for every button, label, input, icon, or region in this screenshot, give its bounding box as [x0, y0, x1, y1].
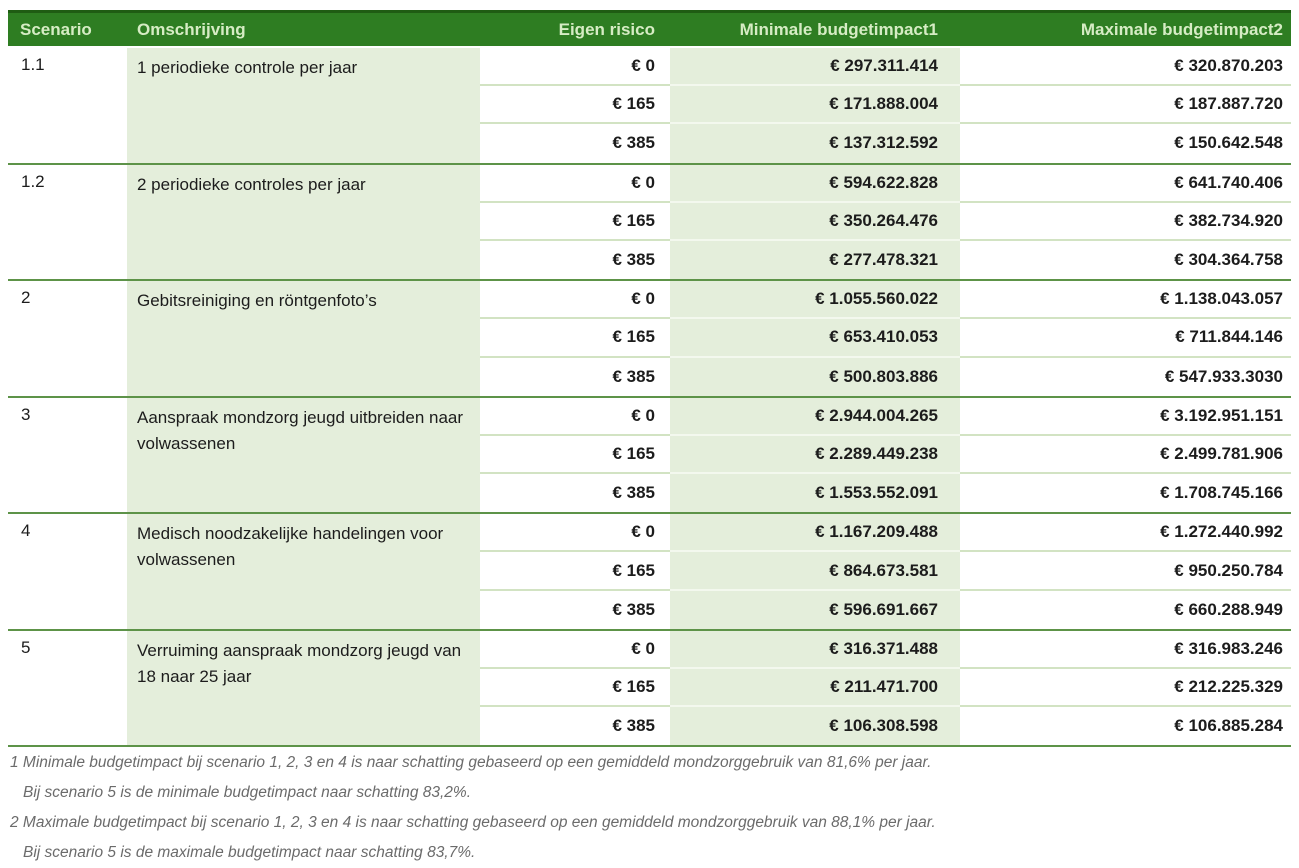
max-budgetimpact-value: € 316.983.246: [960, 631, 1291, 669]
max-budgetimpact-value: € 1.708.745.166: [960, 474, 1291, 512]
max-budgetimpact-value: € 2.499.781.906: [960, 436, 1291, 474]
header-minimale-budgetimpact: Minimale budgetimpact1: [739, 19, 938, 39]
max-budgetimpact-value: € 1.138.043.057: [960, 281, 1291, 319]
eigen-risico-value: € 165: [480, 203, 670, 241]
max-budgetimpact-value: € 1.272.440.992: [960, 514, 1291, 552]
max-budgetimpact-value: € 304.364.758: [960, 241, 1291, 279]
header-scenario: Scenario: [20, 19, 92, 39]
eigen-risico-value: € 165: [480, 319, 670, 357]
min-budgetimpact-value: € 1.167.209.488: [670, 514, 960, 552]
min-budgetimpact-value: € 864.673.581: [670, 552, 960, 590]
scenario-id: 3: [8, 398, 127, 513]
min-budgetimpact-value: € 1.055.560.022: [670, 281, 960, 319]
min-budgetimpact-value: € 653.410.053: [670, 319, 960, 357]
min-budgetimpact-value: € 297.311.414: [670, 48, 960, 86]
header-maximale-budgetimpact: Maximale budgetimpact2: [1080, 19, 1283, 39]
max-budgetimpact-value: € 320.870.203: [960, 48, 1291, 86]
max-budgetimpact-value: € 641.740.406: [960, 165, 1291, 203]
table-body: [8, 48, 1291, 747]
eigen-risico-value: € 0: [480, 281, 670, 319]
eigen-risico-value: € 165: [480, 436, 670, 474]
header-omschrijving: Omschrijving: [137, 19, 246, 39]
eigen-risico-value: € 165: [480, 86, 670, 124]
scenario-block-4: [8, 512, 1291, 629]
footnote-2-line-2: Bij scenario 5 is de maximale budgetimpact naar schatting 83,7%.: [23, 844, 476, 861]
scenario-id: 2: [8, 281, 127, 396]
eigen-risico-value: € 0: [480, 514, 670, 552]
max-budgetimpact-value: € 660.288.949: [960, 591, 1291, 629]
table-footnotes: [10, 748, 1290, 868]
eigen-risico-value: € 0: [480, 165, 670, 203]
min-budgetimpact-value: € 277.478.321: [670, 241, 960, 279]
min-budgetimpact-value: € 2.289.449.238: [670, 436, 960, 474]
max-budgetimpact-value: € 106.885.284: [960, 707, 1291, 745]
eigen-risico-value: € 385: [480, 241, 670, 279]
footnote-1-line-2: Bij scenario 5 is de minimale budgetimpact naar schatting 83,2%.: [23, 784, 472, 801]
min-budgetimpact-value: € 594.622.828: [670, 165, 960, 203]
min-budgetimpact-value: € 500.803.886: [670, 358, 960, 396]
max-budgetimpact-value: € 150.642.548: [960, 124, 1291, 162]
scenario-description: Gebitsreiniging en röntgenfoto’s: [127, 281, 480, 396]
scenario-description: 1 periodieke controle per jaar: [127, 48, 480, 163]
min-budgetimpact-value: € 171.888.004: [670, 86, 960, 124]
max-budgetimpact-value: € 950.250.784: [960, 552, 1291, 590]
min-budgetimpact-value: € 1.553.552.091: [670, 474, 960, 512]
max-budgetimpact-value: € 547.933.3030: [960, 358, 1291, 396]
max-budgetimpact-value: € 382.734.920: [960, 203, 1291, 241]
eigen-risico-value: € 165: [480, 552, 670, 590]
scenario-block-5: [8, 629, 1291, 746]
min-budgetimpact-value: € 2.944.004.265: [670, 398, 960, 436]
min-budgetimpact-value: € 137.312.592: [670, 124, 960, 162]
scenario-block-2: [8, 279, 1291, 396]
footnote-2-line-1: 2 Maximale budgetimpact bij scenario 1, 2, 3 en 4 is naar schatting gebaseerd op een gemiddeld mondzorggebruik van 88,1% per jaar.: [10, 814, 936, 831]
eigen-risico-value: € 0: [480, 398, 670, 436]
max-budgetimpact-value: € 187.887.720: [960, 86, 1291, 124]
eigen-risico-value: € 165: [480, 669, 670, 707]
table-header-row: [8, 10, 1291, 46]
scenario-id: 1.2: [8, 165, 127, 280]
budget-impact-table: [8, 10, 1291, 747]
eigen-risico-value: € 385: [480, 591, 670, 629]
scenario-block-3: [8, 396, 1291, 513]
min-budgetimpact-value: € 316.371.488: [670, 631, 960, 669]
scenario-description: Aanspraak mondzorg jeugd uitbreiden naar volwassenen: [127, 398, 480, 513]
min-budgetimpact-value: € 211.471.700: [670, 669, 960, 707]
min-budgetimpact-value: € 106.308.598: [670, 707, 960, 745]
eigen-risico-value: € 385: [480, 474, 670, 512]
scenario-block-1-1: [8, 48, 1291, 163]
max-budgetimpact-value: € 212.225.329: [960, 669, 1291, 707]
eigen-risico-value: € 385: [480, 707, 670, 745]
footnote-1-line-1: 1 Minimale budgetimpact bij scenario 1, 2, 3 en 4 is naar schatting gebaseerd op een gemiddeld mondzorggebruik van 81,6% per jaar.: [10, 754, 932, 771]
scenario-description: 2 periodieke controles per jaar: [127, 165, 480, 280]
eigen-risico-value: € 0: [480, 48, 670, 86]
scenario-id: 1.1: [8, 48, 127, 163]
max-budgetimpact-value: € 3.192.951.151: [960, 398, 1291, 436]
min-budgetimpact-value: € 350.264.476: [670, 203, 960, 241]
scenario-block-1-2: [8, 163, 1291, 280]
max-budgetimpact-value: € 711.844.146: [960, 319, 1291, 357]
eigen-risico-value: € 385: [480, 124, 670, 162]
scenario-description: Medisch noodzakelijke handelingen voor volwassenen: [127, 514, 480, 629]
scenario-id: 5: [8, 631, 127, 746]
scenario-description: Verruiming aanspraak mondzorg jeugd van 18 naar 25 jaar: [127, 631, 480, 746]
min-budgetimpact-value: € 596.691.667: [670, 591, 960, 629]
scenario-id: 4: [8, 514, 127, 629]
header-eigen-risico: Eigen risico: [558, 19, 655, 39]
eigen-risico-value: € 0: [480, 631, 670, 669]
eigen-risico-value: € 385: [480, 358, 670, 396]
